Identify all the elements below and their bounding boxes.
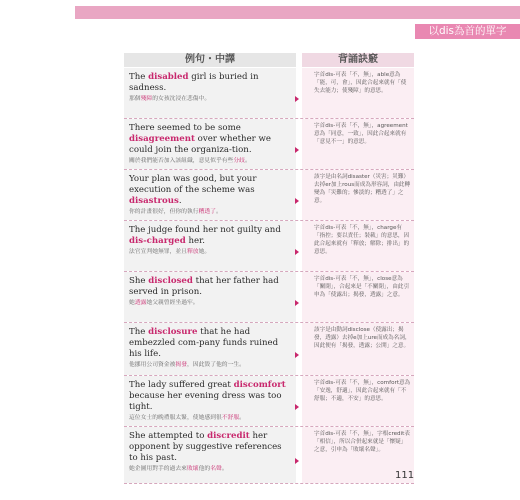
sentence-text: She attempted to (129, 431, 208, 441)
translation-text: 。 (221, 466, 228, 472)
keyword: discomfort (233, 380, 286, 390)
sentence-text: The (129, 72, 149, 82)
arrow-right-icon (295, 198, 299, 204)
sentence-text: because her evening dress was too tight. (129, 391, 282, 412)
sentence-text: girl is buried in sadness. (129, 72, 259, 93)
sentence-text: over whether we could join the organiza-tion. (129, 134, 271, 155)
translation-text: 。 (215, 209, 222, 215)
keyword: disclosed (148, 276, 193, 286)
keyword: disclosure (148, 327, 198, 337)
keyword-translation: 揭發 (175, 362, 187, 368)
keyword: disabled (148, 72, 189, 82)
example-cell (124, 376, 296, 426)
memory-tip: 字首dis-可表「不，無」，字根credit表「相信」，所以合併起來就是「懷疑」之意，引申為「敗壞名聲」。 (302, 427, 414, 483)
example-translation-zh (129, 465, 292, 474)
keyword-translation: 透露 (134, 300, 147, 306)
example-translation-zh (129, 208, 292, 217)
vocab-row (124, 68, 414, 119)
keyword-translation: 糟透了 (198, 209, 216, 215)
column-header-tip: 背誦訣竅 (302, 53, 414, 67)
vocab-row (124, 119, 414, 170)
translation-text: 你的計畫很好，但你的執行 (129, 209, 199, 215)
vocab-row (124, 323, 414, 376)
arrow-right-icon (295, 249, 299, 255)
example-translation-zh (129, 95, 292, 104)
top-color-bar (75, 6, 520, 19)
example-cell (124, 272, 296, 322)
translation-text: 關於我們能否加入該組織，意見似乎有些 (129, 158, 234, 164)
sentence-text: that he had embezzled com-pany funds ruined his life. (129, 327, 279, 359)
example-translation-zh (129, 157, 292, 166)
sentence-text: her. (185, 236, 205, 246)
sentence-text: her opponent by suggestive references to his past. (129, 431, 282, 463)
sentence-text: . (178, 196, 182, 206)
example-sentence-en (129, 174, 292, 207)
example-cell (124, 170, 296, 220)
translation-text: 她父親曾經坐過牢。 (146, 300, 199, 306)
keyword-translation: 分歧 (233, 158, 245, 164)
translation-text: 他的 (198, 466, 211, 472)
memory-tip: 字首dis-可表「不，無」，close意為「關閉」，合起來是「不關閉」，由此引申為「使露出；揭發，透露」之意。 (302, 272, 414, 322)
column-header-example: 例句・中譯 (124, 53, 296, 67)
arrow-right-icon (295, 352, 299, 358)
memory-tip: 字首dis-可表「不，無」，charge有「指控；要以責任；裝載」的意思，因此合起來就有「釋放；解除；排出」的意思。 (302, 221, 414, 271)
translation-text: 她企圖用對手的過去來 (129, 466, 187, 472)
sentence-text: She (129, 276, 149, 286)
translation-text: 她 (129, 300, 135, 306)
translation-text: 他挪用公司資金被 (129, 362, 176, 368)
arrow-right-icon (295, 300, 299, 306)
memory-tip: 該字是由名詞disaster（災害；災難）去掉er加上rous而成為形容詞，由此轉變為「災難的；慘淡的；糟透了」之意。 (302, 170, 414, 220)
example-cell (124, 221, 296, 271)
memory-tip: 該字是由動詞disclose（使露出；揭發，透露）去掉e加上ure而成為名詞，因此便有「揭發，透露；公開」之意。 (302, 323, 414, 375)
example-sentence-en (129, 72, 292, 94)
example-translation-zh (129, 361, 292, 370)
arrow-right-icon (295, 96, 299, 102)
memory-tip: 字首dis-可表「不，無」，comfort意為「安逸，舒適」，因此合起來就有「不舒服；不適，不安」的意思。 (302, 376, 414, 426)
example-sentence-en (129, 327, 292, 360)
translation-text: 的女孩沈浸在悲傷中。 (152, 96, 211, 102)
example-cell (124, 427, 296, 483)
memory-tip: 字首dis-可表「不，無」，able意為「能，可，會」，因此合起來就有「使失去能力；使殘障」的意思。 (302, 68, 414, 118)
keyword-translation: 殘障 (140, 96, 153, 102)
page-number: 111 (395, 470, 415, 481)
translation-text: 那個 (129, 96, 141, 102)
translation-text: 。 (244, 158, 251, 164)
sentence-text: There seemed to be some (129, 123, 241, 133)
translation-text: 這位女士的晚禮服太緊，使她感到很 (129, 415, 222, 421)
translation-text: 。 (239, 415, 245, 421)
section-title: 以dis為首的單字 (415, 24, 520, 39)
sentence-text: The (129, 327, 149, 337)
keyword: dis-charged (129, 236, 186, 246)
keyword: discredit (207, 431, 250, 441)
arrow-right-icon (295, 147, 299, 153)
keyword-translation: 釋放 (186, 249, 199, 255)
example-translation-zh (129, 299, 292, 308)
translation-text: ，因此毀了他的一生。 (187, 362, 245, 368)
sentence-text: The lady suffered great (129, 380, 234, 390)
vocab-row (124, 427, 414, 484)
example-translation-zh (129, 248, 292, 257)
example-sentence-en (129, 225, 292, 247)
vocab-row (124, 376, 414, 427)
keyword: disagreement (129, 134, 195, 144)
example-sentence-en (129, 380, 292, 413)
example-cell (124, 323, 296, 375)
vocab-rows (124, 68, 414, 484)
arrow-right-icon (295, 404, 299, 410)
keyword: disastrous (129, 196, 179, 206)
sentence-text: The judge found her not guilty and (129, 225, 281, 235)
sentence-text: that her father had served in prison. (129, 276, 279, 297)
arrow-right-icon (295, 458, 299, 464)
example-cell (124, 119, 296, 169)
vocab-row (124, 221, 414, 272)
example-cell (124, 68, 296, 118)
vocab-row (124, 272, 414, 323)
memory-tip: 字首dis-可表「不，無」，agreement意為「同意，一致」，因此合起來就有「意見不一」的意思。 (302, 119, 414, 169)
keyword-translation: 名聲 (210, 466, 222, 472)
keyword-translation: 敗壞 (186, 466, 199, 472)
vocab-row (124, 170, 414, 221)
example-sentence-en (129, 123, 292, 156)
translation-text: 她。 (198, 249, 211, 255)
sentence-text: Your plan was good, but your execution of the scheme was (129, 174, 257, 195)
keyword-translation: 不舒服 (221, 415, 240, 421)
example-translation-zh (129, 414, 292, 423)
example-sentence-en (129, 431, 292, 464)
translation-text: 法官宣判她無罪，並且 (129, 249, 187, 255)
example-sentence-en (129, 276, 292, 298)
